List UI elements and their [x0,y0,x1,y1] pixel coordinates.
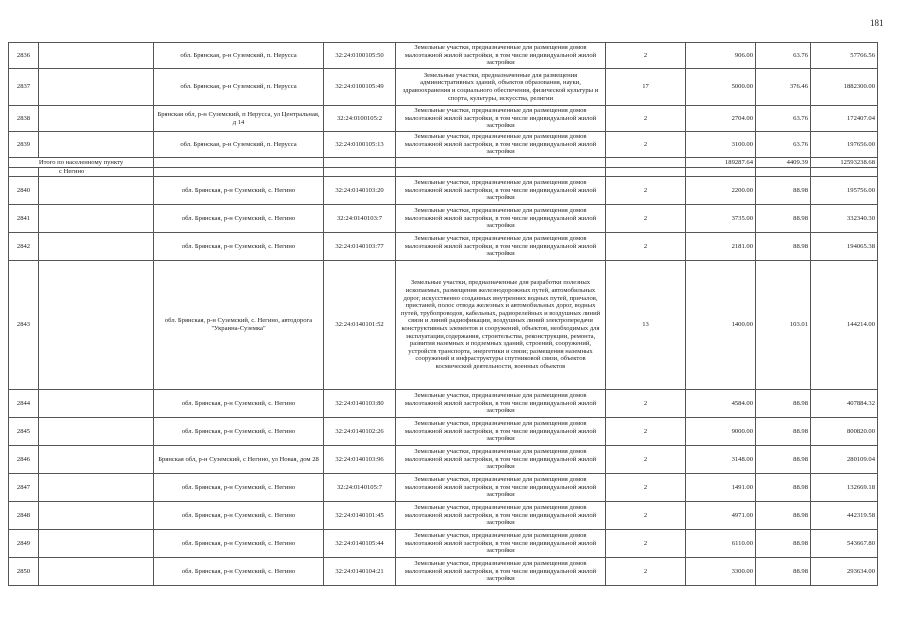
table-row [9,502,878,530]
address-cell: обл. Брянская, р-н Суземский, с. Негино [154,205,324,233]
table-row [9,446,878,474]
use-code-cell: 2 [606,390,686,418]
area-cell: 2200.00 [686,177,756,205]
cadastral-number-cell: 32:24:0140105:44 [324,530,396,558]
land-use-cell: Земельные участки, предназначенные для размещения домов малоэтажной жилой застройки, в том числе индивидуальной жилой застройки [396,530,606,558]
row-number: 2837 [9,69,39,106]
use-code-cell: 2 [606,106,686,132]
row-number: 2845 [9,418,39,446]
land-use-cell: Земельные участки, предназначенные для разработки полезных ископаемых, размещения железнодорожных путей, автомобильных дорог, искусственно созданных внутренних водных путей, причалов, пристаней, полос отвода железных и автомобильных дорог, водных путей, трубопроводов, кабельных, радиорелейных и воздушных линий связи и линий радиофикации, воздушных линий электропередачи конструктивных элементов и сооружений, объектов, необходимых для эксплуатации,содержания, строительства, реконструкции, ремонта, развития наземных и подземных зданий, строений, сооружений, устройств транспорта, энергетики и связи; размещения наземных сооружений и инфраструктуры спутниковой связи, объектов космической деятельности, военных объектов [396,261,606,390]
total-area: 189287.64 [686,158,756,168]
land-use-cell: Земельные участки, предназначенные для размещения домов малоэтажной жилой застройки, в том числе индивидуальной жилой застройки [396,132,606,158]
address-cell: обл. Брянская, р-н Суземский, с. Негино [154,390,324,418]
cadastral-value-cell: 800820.00 [811,418,878,446]
rate-cell: 88.98 [756,205,811,233]
address-cell: обл. Брянская, р-н Суземский, п. Нерусса [154,132,324,158]
rate-cell: 88.98 [756,474,811,502]
rate-cell: 88.98 [756,418,811,446]
area-cell: 1491.00 [686,474,756,502]
use-code-cell: 2 [606,474,686,502]
table-row [9,106,878,132]
area-cell: 9000.00 [686,418,756,446]
table-row [9,69,878,106]
row-blank [39,418,154,446]
area-cell: 4971.00 [686,502,756,530]
row-number: 2843 [9,261,39,390]
table-row [9,261,878,390]
row-blank [39,502,154,530]
area-cell: 3148.00 [686,446,756,474]
row-blank [39,43,154,69]
table-body-top [9,43,878,158]
address-cell: обл. Брянская, р-н Суземский, с. Негино [154,474,324,502]
row-blank [39,446,154,474]
row-blank [39,530,154,558]
use-code-cell: 2 [606,558,686,586]
row-number: 2841 [9,205,39,233]
row-blank [39,132,154,158]
address-cell: обл. Брянская, р-н Суземский, с. Негино [154,558,324,586]
row-number: 2844 [9,390,39,418]
rate-cell: 63.76 [756,132,811,158]
area-cell: 906.00 [686,43,756,69]
cadastral-number-cell: 32:24:0100105:13 [324,132,396,158]
cadastral-number-cell: 32:24:0100105:50 [324,43,396,69]
table-row [9,43,878,69]
use-code-cell: 2 [606,233,686,261]
row-number: 2847 [9,474,39,502]
land-use-cell: Земельные участки, предназначенные для размещения домов малоэтажной жилой застройки, в том числе индивидуальной жилой застройки [396,106,606,132]
table-row [9,390,878,418]
cadastral-number-cell: 32:24:0100105:2 [324,106,396,132]
address-cell: обл. Брянская, р-н Суземский, с. Негино [154,233,324,261]
area-cell: 1400.00 [686,261,756,390]
cadastral-value-cell: 442319.58 [811,502,878,530]
use-code-cell: 2 [606,446,686,474]
total-row [9,158,878,168]
cadastral-number-cell: 32:24:0140102:26 [324,418,396,446]
land-use-cell: Земельные участки, предназначенные для размещения домов малоэтажной жилой застройки, в том числе индивидуальной жилой застройки [396,390,606,418]
row-blank [39,106,154,132]
settlement-label: с Негино [39,168,154,177]
address-cell: обл. Брянская, р-н Суземский, п. Нерусса [154,43,324,69]
rate-cell: 376.46 [756,69,811,106]
total-label: Итого по населенному пункту [9,158,154,168]
area-cell: 3735.00 [686,205,756,233]
use-code-cell: 2 [606,132,686,158]
cadastral-value-cell: 144214.00 [811,261,878,390]
rate-cell: 103.01 [756,261,811,390]
row-blank [39,261,154,390]
land-use-cell: Земельные участки, предназначенные для размещения домов малоэтажной жилой застройки, в том числе индивидуальной жилой застройки [396,502,606,530]
rate-cell: 88.98 [756,530,811,558]
use-code-cell: 2 [606,43,686,69]
cadastral-number-cell: 32:24:0140101:45 [324,502,396,530]
cadastral-value-cell: 1882300.00 [811,69,878,106]
cadastral-number-cell: 32:24:0140103:77 [324,233,396,261]
area-cell: 3300.00 [686,558,756,586]
cadastral-number-cell: 32:24:0140103:96 [324,446,396,474]
rate-cell: 88.98 [756,390,811,418]
area-cell: 2704.00 [686,106,756,132]
total-value: 12593238.68 [811,158,878,168]
cadastral-number-cell: 32:24:0140101:52 [324,261,396,390]
cadastral-value-cell: 293634.00 [811,558,878,586]
use-code-cell: 2 [606,205,686,233]
address-cell: обл. Брянская, р-н Суземский, с. Негино [154,502,324,530]
table-row [9,177,878,205]
cadastral-value-cell: 332340.30 [811,205,878,233]
cadastral-value-cell: 197656.00 [811,132,878,158]
use-code-cell: 2 [606,418,686,446]
row-number: 2838 [9,106,39,132]
use-code-cell: 17 [606,69,686,106]
row-number: 2842 [9,233,39,261]
address-cell: обл. Брянская, р-н Суземский, с. Негино [154,530,324,558]
settlement-header-row [9,168,878,177]
row-number: 2846 [9,446,39,474]
page-number: 181 [870,18,884,28]
row-blank [39,474,154,502]
row-blank [39,177,154,205]
land-use-cell: Земельные участки, предназначенные для размещения домов малоэтажной жилой застройки, в том числе индивидуальной жилой застройки [396,558,606,586]
cadastral-number-cell: 32:24:0140103:20 [324,177,396,205]
cadastral-number-cell: 32:24:0140104:21 [324,558,396,586]
area-cell: 5000.00 [686,69,756,106]
address-cell: обл. Брянская, р-н Суземский, с. Негино [154,418,324,446]
cadastral-value-cell: 194065.38 [811,233,878,261]
row-blank [39,205,154,233]
land-use-cell: Земельные участки, предназначенные для размещения домов малоэтажной жилой застройки, в том числе индивидуальной жилой застройки [396,233,606,261]
row-blank [39,558,154,586]
table-row [9,233,878,261]
rate-cell: 63.76 [756,106,811,132]
address-cell: обл. Брянская, р-н Суземский, с. Негино, автодорога "Украина-Суземка" [154,261,324,390]
cadastral-value-cell: 543667.80 [811,530,878,558]
table-row [9,132,878,158]
row-blank [39,69,154,106]
land-use-cell: Земельные участки, предназначенные для размещения домов малоэтажной жилой застройки, в том числе индивидуальной жилой застройки [396,446,606,474]
cadastral-value-cell: 280109.04 [811,446,878,474]
cadastral-value-cell: 195756.00 [811,177,878,205]
table-row [9,530,878,558]
address-cell: Брянская обл, р-н Суземский, п Нерусса, ул Центральная, д 14 [154,106,324,132]
land-use-cell: Земельные участки, предназначенные для размещения домов малоэтажной жилой застройки, в том числе индивидуальной жилой застройки [396,177,606,205]
use-code-cell: 2 [606,502,686,530]
land-use-cell: Земельные участки, предназначенные для размещения домов малоэтажной жилой застройки, в том числе индивидуальной жилой застройки [396,205,606,233]
area-cell: 3100.00 [686,132,756,158]
row-number: 2836 [9,43,39,69]
row-blank [39,390,154,418]
cadastral-number-cell: 32:24:0140105:7 [324,474,396,502]
land-register-table [8,42,878,586]
address-cell: обл. Брянская, р-н Суземский, п. Нерусса [154,69,324,106]
land-use-cell: Земельные участки, предназначенные для размещения домов малоэтажной жилой застройки, в том числе индивидуальной жилой застройки [396,418,606,446]
cadastral-number-cell: 32:24:0140103:80 [324,390,396,418]
area-cell: 6110.00 [686,530,756,558]
land-use-cell: Земельные участки, предназначенные для размещения домов малоэтажной жилой застройки, в том числе индивидуальной жилой застройки [396,43,606,69]
address-cell: Брянская обл, р-н Суземский, с Негино, ул Новая, дом 28 [154,446,324,474]
rate-cell: 88.98 [756,558,811,586]
address-cell: обл. Брянская, р-н Суземский, с. Негино [154,177,324,205]
row-number: 2850 [9,558,39,586]
cadastral-value-cell: 57766.56 [811,43,878,69]
cadastral-number-cell: 32:24:0140103:7 [324,205,396,233]
cadastral-value-cell: 407884.32 [811,390,878,418]
row-number: 2849 [9,530,39,558]
cadastral-number-cell: 32:24:0100105:49 [324,69,396,106]
use-code-cell: 2 [606,530,686,558]
row-number: 2840 [9,177,39,205]
rate-cell: 88.98 [756,177,811,205]
land-use-cell: Земельные участки, предназначенные для размещения административных зданий, объектов образования, науки, здравоохранения и социального обеспечения, физической культуры и спорта, культуры, искусства, религии [396,69,606,106]
rate-cell: 88.98 [756,233,811,261]
table-body-bottom [9,177,878,586]
cadastral-value-cell: 132669.18 [811,474,878,502]
row-number: 2839 [9,132,39,158]
table-row [9,558,878,586]
area-cell: 2181.00 [686,233,756,261]
settlement-total-section [9,158,878,177]
rate-cell: 63.76 [756,43,811,69]
table-row [9,474,878,502]
row-number: 2848 [9,502,39,530]
use-code-cell: 13 [606,261,686,390]
total-rate: 4409.39 [756,158,811,168]
rate-cell: 88.98 [756,502,811,530]
table-row [9,205,878,233]
rate-cell: 88.98 [756,446,811,474]
cadastral-value-cell: 172407.04 [811,106,878,132]
use-code-cell: 2 [606,177,686,205]
area-cell: 4584.00 [686,390,756,418]
land-use-cell: Земельные участки, предназначенные для размещения домов малоэтажной жилой застройки, в том числе индивидуальной жилой застройки [396,474,606,502]
row-blank [39,233,154,261]
table-row [9,418,878,446]
